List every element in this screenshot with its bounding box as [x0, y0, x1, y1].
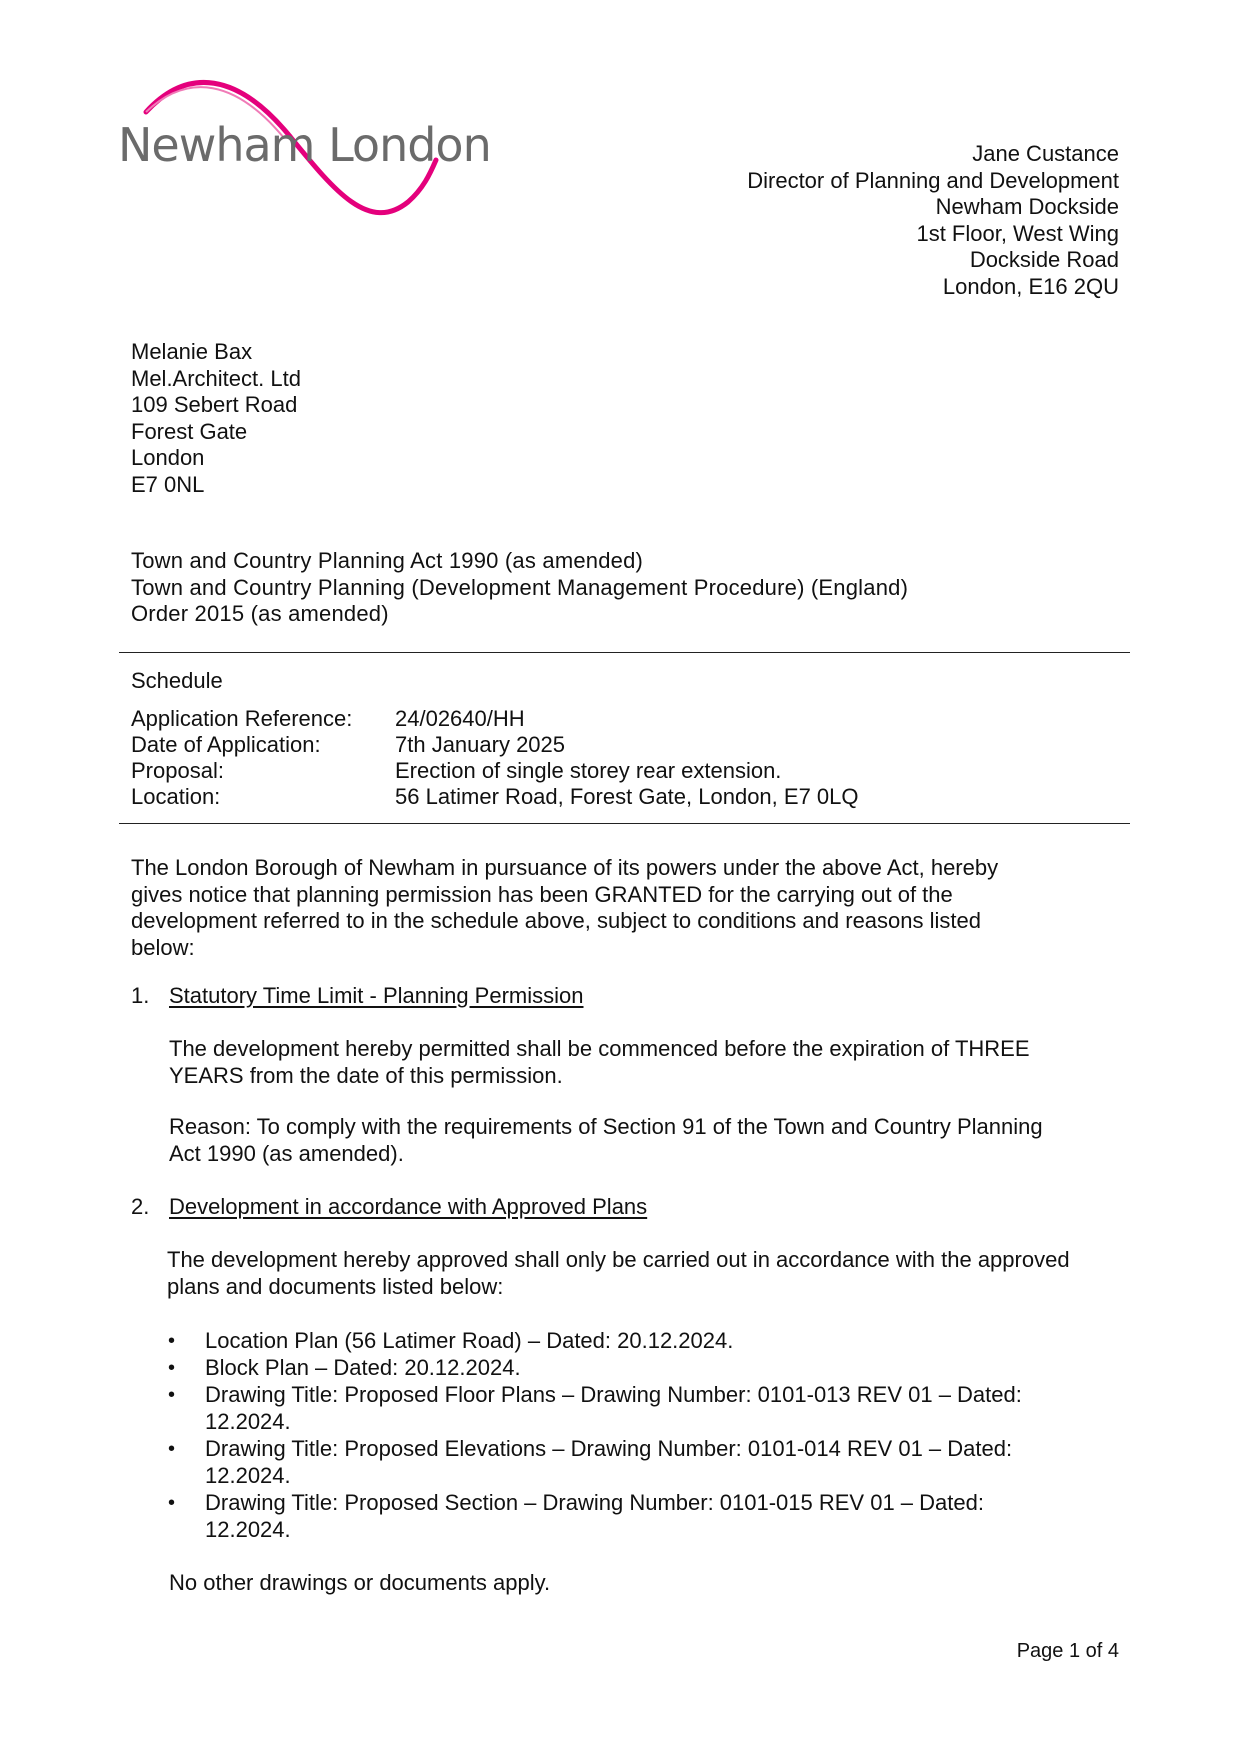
condition-heading: Statutory Time Limit - Planning Permission [169, 983, 584, 1008]
page-number: Page 1 of 4 [1016, 1640, 1119, 1662]
grant-notice [131, 855, 1091, 961]
sender-line: Newham Dockside [935, 194, 1119, 220]
notice-line: development referred to in the schedule above, subject to conditions and reasons listed [131, 908, 981, 933]
recipient-line: E7 0NL [131, 471, 205, 497]
plan-list-line: 12.2024. [205, 1408, 291, 1434]
sender-address [747, 141, 1119, 301]
recipient-line: Mel.Architect. Ltd [131, 365, 301, 391]
schedule-value: 56 Latimer Road, Forest Gate, London, E7 0LQ [395, 784, 859, 809]
plan-list-item [205, 1436, 1012, 1489]
recipient-line: Forest Gate [131, 418, 248, 444]
condition-reason-line: Reason: To comply with the requirements of Section 91 of the Town and Country Planning [169, 1114, 1043, 1139]
schedule-title: Schedule [131, 668, 223, 693]
plan-list-item [205, 1490, 984, 1543]
legislation-line: Town and Country Planning Act 1990 (as amended) [131, 548, 644, 573]
legislation-block [131, 548, 908, 628]
sender-line: Jane Custance [972, 141, 1119, 166]
schedule-value: 24/02640/HH [395, 706, 525, 731]
sender-line: London, E16 2QU [942, 273, 1119, 299]
condition-number: 1. [131, 983, 150, 1008]
plan-list-line: Drawing Title: Proposed Elevations – Drawing Number: 0101-014 REV 01 – Dated: [205, 1436, 1013, 1461]
condition-body-line: YEARS from the date of this permission. [169, 1062, 563, 1088]
notice-line: below: [131, 934, 195, 960]
plan-list-line: 12.2024. [205, 1462, 291, 1488]
recipient-line: 109 Sebert Road [131, 392, 298, 417]
bullet-icon: • [168, 1438, 176, 1460]
plan-list-item [205, 1355, 521, 1382]
schedule-value: Erection of single storey rear extension. [395, 758, 782, 783]
condition-reason-line: Act 1990 (as amended). [169, 1140, 404, 1166]
condition-body [167, 1247, 1117, 1300]
schedule-label: Proposal: [131, 758, 224, 783]
sender-line: 1st Floor, West Wing [916, 220, 1119, 246]
recipient-address [131, 339, 301, 498]
plan-list-item [205, 1328, 733, 1355]
schedule-value: 7th January 2025 [395, 732, 566, 757]
plan-list-line: Block Plan – Dated: 20.12.2024. [205, 1355, 521, 1380]
bullet-icon: • [168, 1357, 176, 1379]
condition-body-line: The development hereby permitted shall be commenced before the expiration of THREE [169, 1036, 1030, 1061]
notice-line: The London Borough of Newham in pursuance of its powers under the above Act, hereby [131, 855, 999, 880]
bullet-icon: • [168, 1384, 176, 1406]
bullet-icon: • [168, 1330, 176, 1352]
notice-line: gives notice that planning permission has been GRANTED for the carrying out of the [131, 881, 953, 907]
plan-list-line: Drawing Title: Proposed Floor Plans – Drawing Number: 0101-013 REV 01 – Dated: [205, 1382, 1022, 1407]
closing-statement: No other drawings or documents apply. [169, 1570, 551, 1595]
legislation-line: Town and Country Planning (Development Management Procedure) (England) [131, 574, 909, 600]
plan-list-item [205, 1382, 1022, 1435]
plan-list-line: 12.2024. [205, 1516, 291, 1542]
condition-number: 2. [131, 1194, 150, 1219]
recipient-line: Melanie Bax [131, 339, 253, 364]
schedule-label: Location: [131, 784, 221, 809]
condition-heading: Development in accordance with Approved Plans [169, 1194, 648, 1219]
legislation-line: Order 2015 (as amended) [131, 601, 389, 626]
sender-line: Director of Planning and Development [747, 167, 1119, 193]
divider-bottom [119, 823, 1130, 824]
condition-reason [169, 1114, 1119, 1167]
condition-body-line: plans and documents listed below: [167, 1273, 504, 1299]
newham-london-logo [118, 74, 491, 244]
recipient-line: London [131, 445, 205, 470]
condition-body-line: The development hereby approved shall only be carried out in accordance with the approved [167, 1247, 1070, 1272]
logo-text: Newham London [118, 118, 491, 172]
plan-list-line: Drawing Title: Proposed Section – Drawing Number: 0101-015 REV 01 – Dated: [205, 1490, 984, 1515]
schedule-label: Date of Application: [131, 732, 321, 757]
divider-top [119, 652, 1130, 653]
sender-line: Dockside Road [969, 247, 1119, 273]
plan-list-line: Location Plan (56 Latimer Road) – Dated: 20.12.2024. [205, 1328, 734, 1353]
bullet-icon: • [168, 1492, 176, 1514]
schedule-label: Application Reference: [131, 706, 353, 731]
condition-body [169, 1036, 1119, 1089]
